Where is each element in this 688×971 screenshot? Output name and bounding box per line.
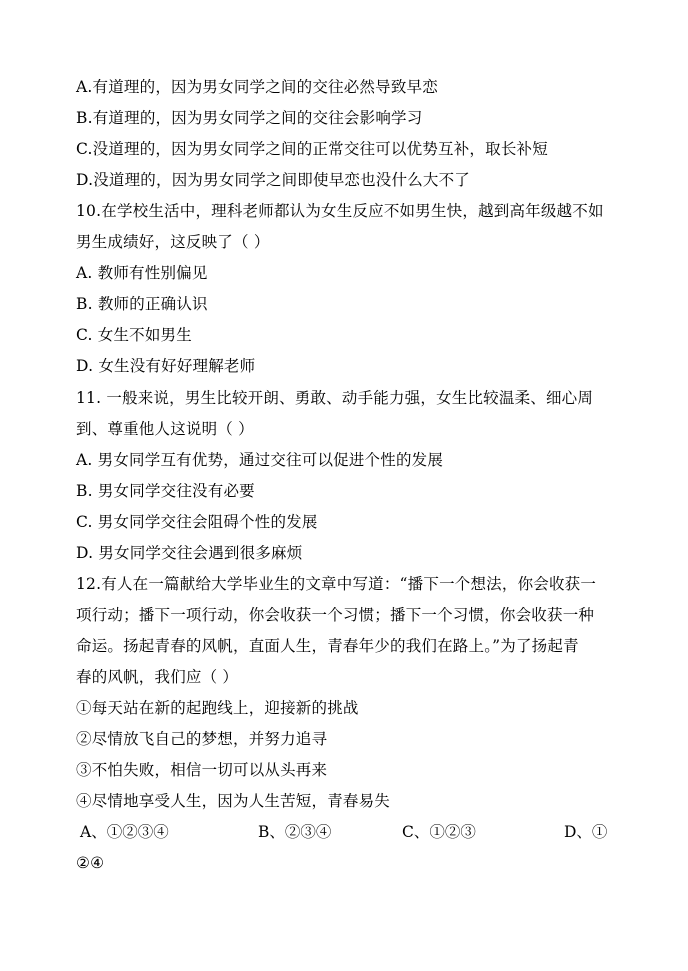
- q10-option-a: A. 教师有性别偏见: [76, 264, 208, 282]
- q12-stem-line-1: 12.有人在一篇献给大学毕业生的文章中写道：“播下一个想法，你会收获一: [76, 575, 597, 593]
- q12-statement-1: ①每天站在新的起跑线上，迎接新的挑战: [76, 699, 359, 717]
- q11-option-b: B. 男女同学交往没有必要: [76, 482, 255, 500]
- q12-answer-choices: [80, 822, 620, 842]
- q9-option-d: D.没道理的，因为男女同学之间即使早恋也没什么大不了: [76, 171, 471, 189]
- q10-stem-line-1: 10.在学校生活中，理科老师都认为女生反应不如男生快，越到高年级越不如: [76, 202, 604, 220]
- q12-statement-3: ③不怕失败，相信一切可以从头再来: [76, 761, 328, 779]
- q10-option-b: B. 教师的正确认识: [76, 295, 208, 313]
- q12-answer-d: D、①: [564, 823, 608, 841]
- q12-answer-c: C、①②③: [402, 823, 476, 841]
- q9-option-b: B.有道理的，因为男女同学之间的交往会影响学习: [76, 109, 423, 127]
- q11-option-d: D. 男女同学交往会遇到很多麻烦: [76, 544, 303, 562]
- q9-option-a: A.有道理的，因为男女同学之间的交往必然导致早恋: [76, 78, 438, 96]
- q11-stem-line-1: 11. 一般来说，男生比较开朗、勇敢、动手能力强，女生比较温柔、细心周: [76, 389, 594, 407]
- q11-stem-line-2: 到、尊重他人这说明（ ）: [76, 420, 254, 438]
- q10-stem-line-2: 男生成绩好，这反映了（ ）: [76, 233, 270, 251]
- q9-option-c: C.没道理的，因为男女同学之间的正常交往可以优势互补，取长补短: [76, 140, 548, 158]
- q11-option-a: A. 男女同学互有优势，通过交往可以促进个性的发展: [76, 451, 444, 469]
- q10-option-c: C. 女生不如男生: [76, 326, 192, 344]
- q10-option-d: D. 女生没有好好理解老师: [76, 357, 256, 375]
- q12-stem-line-3: 命运。扬起青春的风帆，直面人生，青春年少的我们在路上。”为了扬起青: [76, 637, 579, 655]
- q12-answer-a: A、①②③④: [80, 823, 169, 841]
- q11-option-c: C. 男女同学交往会阻碍个性的发展: [76, 513, 318, 531]
- q12-statement-4: ④尽情地享受人生，因为人生苦短，青春易失: [76, 792, 391, 810]
- q12-answer-b: B、②③④: [258, 823, 332, 841]
- q12-answer-d-continued: ②④: [76, 854, 105, 872]
- q12-stem-line-4: 春的风帆，我们应（ ）: [76, 668, 239, 686]
- q12-stem-line-2: 项行动；播下一项行动，你会收获一个习惯；播下一个习惯，你会收获一种: [76, 606, 595, 624]
- q12-statement-2: ②尽情放飞自己的梦想，并努力追寻: [76, 730, 328, 748]
